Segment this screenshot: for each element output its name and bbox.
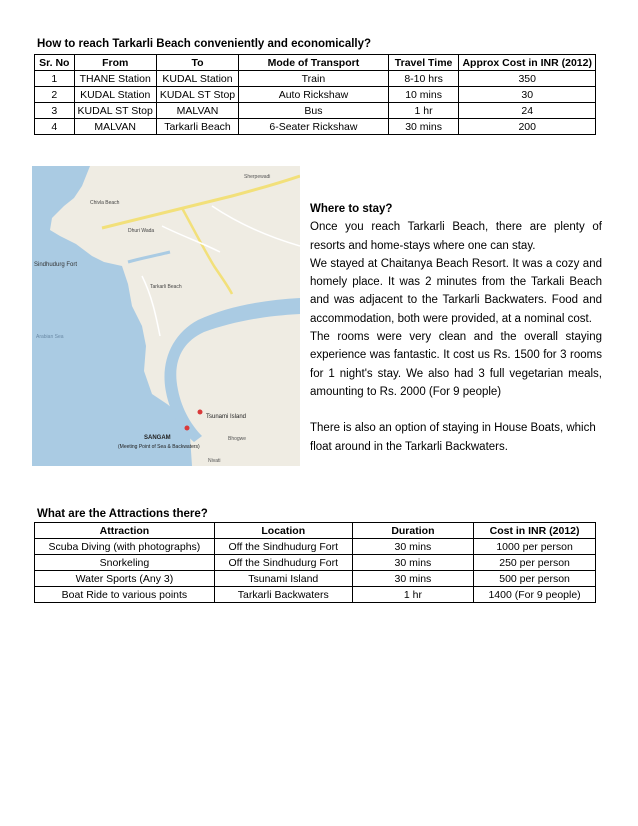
reach-body: [35, 71, 596, 135]
reach-header-cell: Travel Time: [388, 55, 459, 71]
attractions-cell: Scuba Diving (with photographs): [35, 539, 215, 555]
attractions-cell: Boat Ride to various points: [35, 587, 215, 603]
attractions-cell: Tsunami Island: [214, 571, 352, 587]
map-label-dhuri: Dhuri Wada: [128, 228, 155, 234]
stay-paragraph-3: The rooms were very clean and the overall staying experience was fantastic. It cost us Rs. 1500 for 3 rooms for 1 night's stay. We also had 3 full vegetarian meals, amounting to Rs. 2000 (For 9 people): [310, 331, 602, 398]
stay-paragraph-2: We stayed at Chaitanya Beach Resort. It was a cozy and homely place. It was 2 minutes from the Tarkali Beach and was adjacent to the Tarkarli Backwaters. Food and accommodation, both were provided, at a nominal cost.: [310, 257, 602, 325]
map-label-chivla: Chivla Beach: [90, 200, 120, 206]
attractions-row: [35, 539, 596, 555]
reach-row: [35, 119, 596, 135]
attractions-cell: Snorkeling: [35, 555, 215, 571]
map-label-sangam: SANGAM: [144, 435, 171, 441]
attractions-cell: 30 mins: [352, 539, 473, 555]
stay-heading: Where to stay?: [310, 203, 393, 215]
map-label-arabian: Arabian Sea: [36, 334, 64, 340]
reach-cell: 200: [459, 119, 596, 135]
reach-row: [35, 87, 596, 103]
reach-cell: 3: [35, 103, 75, 119]
attractions-body: [35, 539, 596, 603]
reach-header-cell: From: [74, 55, 156, 71]
reach-cell: KUDAL Station: [156, 71, 238, 87]
reach-title: How to reach Tarkarli Beach conveniently and economically?: [37, 38, 372, 50]
reach-cell: KUDAL Station: [74, 87, 156, 103]
attractions-row: [35, 587, 596, 603]
attractions-cell: Off the Sindhudurg Fort: [214, 539, 352, 555]
attractions-cell: Off the Sindhudurg Fort: [214, 555, 352, 571]
attractions-cell: 1400 (For 9 people): [474, 587, 596, 603]
attractions-header-row: [35, 523, 596, 539]
map-marker-sangam: [185, 426, 190, 431]
stay-section: [310, 200, 602, 456]
reach-header-cell: Approx Cost in INR (2012): [459, 55, 596, 71]
reach-cell: Train: [239, 71, 389, 87]
reach-cell: 10 mins: [388, 87, 459, 103]
reach-header-cell: Sr. No: [35, 55, 75, 71]
map-label-tarkarli: Tarkarli Beach: [150, 284, 182, 290]
map-label-nivti: Nivati: [208, 458, 221, 464]
attractions-cell: Tarkarli Backwaters: [214, 587, 352, 603]
reach-cell: MALVAN: [74, 119, 156, 135]
reach-cell: 6-Seater Rickshaw: [239, 119, 389, 135]
reach-cell: 350: [459, 71, 596, 87]
attractions-row: [35, 555, 596, 571]
map-label-bhogwe: Bhogwe: [228, 436, 247, 442]
map-label-sindhudurg: Sindhudurg Fort: [34, 262, 78, 268]
attractions-title: What are the Attractions there?: [37, 508, 208, 520]
reach-cell: 30: [459, 87, 596, 103]
attractions-cell: 1 hr: [352, 587, 473, 603]
reach-cell: MALVAN: [156, 103, 238, 119]
reach-cell: 24: [459, 103, 596, 119]
attractions-cell: 1000 per person: [474, 539, 596, 555]
attractions-cell: 30 mins: [352, 571, 473, 587]
reach-cell: KUDAL ST Stop: [74, 103, 156, 119]
reach-cell: 30 mins: [388, 119, 459, 135]
attractions-cell: 500 per person: [474, 571, 596, 587]
attractions-table: [34, 522, 596, 603]
attractions-header-cell: Cost in INR (2012): [474, 523, 596, 539]
reach-cell: 1 hr: [388, 103, 459, 119]
reach-cell: 4: [35, 119, 75, 135]
stay-paragraph-1: Once you reach Tarkarli Beach, there are plenty of resorts and home-stays where one can stay.: [310, 221, 602, 252]
reach-header-row: [35, 55, 596, 71]
map-marker-tsunami: [198, 410, 203, 415]
reach-cell: 1: [35, 71, 75, 87]
map-label-sherpewadi: Sherpewadi: [244, 174, 271, 180]
attractions-header-cell: Attraction: [35, 523, 215, 539]
reach-cell: KUDAL ST Stop: [156, 87, 238, 103]
attractions-cell: 30 mins: [352, 555, 473, 571]
reach-row: [35, 71, 596, 87]
reach-cell: 8-10 hrs: [388, 71, 459, 87]
reach-table: [34, 54, 596, 135]
attractions-header-cell: Duration: [352, 523, 473, 539]
reach-header-cell: To: [156, 55, 238, 71]
map-label-meeting: (Meeting Point of Sea & Backwaters): [118, 444, 200, 450]
reach-cell: Bus: [239, 103, 389, 119]
attractions-row: [35, 571, 596, 587]
location-map: [32, 166, 300, 466]
reach-cell: Tarkarli Beach: [156, 119, 238, 135]
reach-cell: Auto Rickshaw: [239, 87, 389, 103]
attractions-cell: 250 per person: [474, 555, 596, 571]
reach-cell: THANE Station: [74, 71, 156, 87]
map-label-tsunami: Tsunami Island: [206, 414, 247, 420]
reach-row: [35, 103, 596, 119]
reach-header-cell: Mode of Transport: [239, 55, 389, 71]
attractions-header-cell: Location: [214, 523, 352, 539]
stay-paragraph-4: There is also an option of staying in House Boats, which float around in the Tarkarli Backwaters.: [310, 422, 596, 453]
reach-cell: 2: [35, 87, 75, 103]
attractions-cell: Water Sports (Any 3): [35, 571, 215, 587]
